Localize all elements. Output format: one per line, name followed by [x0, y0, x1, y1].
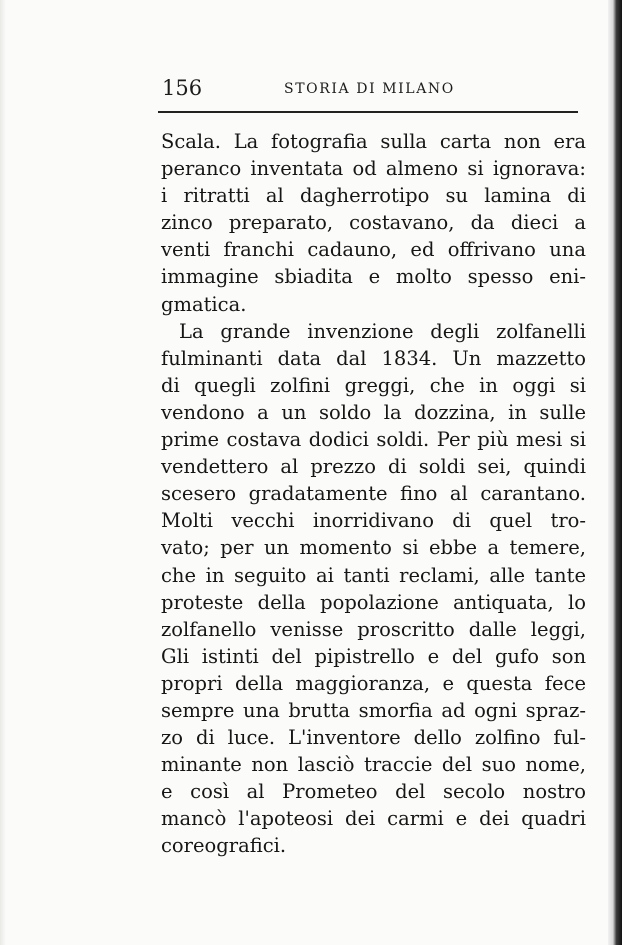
- paragraph-1: [161, 128, 586, 318]
- paragraph-2: [161, 318, 586, 860]
- text-line: zolfanello venisse proscritto dalle leggi,: [161, 617, 586, 641]
- text-line: vendono a un soldo la dozzina, in sulle: [161, 400, 586, 424]
- text-line: peranco inventata od almeno si ignorava:: [161, 157, 586, 181]
- text-line: coreografici.: [161, 834, 287, 858]
- text-line: proteste della popolazione antiquata, lo: [161, 590, 586, 614]
- text-line: e così al Prometeo del secolo nostro: [161, 780, 586, 804]
- text-line: zinco preparato, costavano, da dieci a: [161, 211, 586, 235]
- text-line: vato; per un momento si ebbe a temere,: [161, 536, 586, 560]
- text-line: La grande invenzione degli zolfanelli: [179, 319, 586, 343]
- page-number: 156: [162, 76, 203, 100]
- page-header: [162, 74, 578, 104]
- text-line: Scala. La fotografia sulla carta non era: [161, 130, 586, 153]
- text-line: di quegli zolfini greggi, che in oggi si: [161, 373, 586, 397]
- text-line: prime costava dodici soldi. Per più mesi si: [161, 428, 586, 452]
- text-line: che in seguito ai tanti reclami, alle tante: [161, 563, 586, 587]
- text-line: zo di luce. L'inventore dello zolfino ful-: [161, 726, 586, 750]
- text-line: vendettero al prezzo di soldi sei, quindi: [161, 455, 586, 479]
- running-title: STORIA DI MILANO: [284, 81, 455, 97]
- text-line: mancò l'apoteosi dei carmi e dei quadri: [161, 807, 586, 831]
- text-line: gmatica.: [161, 292, 247, 316]
- page-left-edge: [0, 0, 6, 945]
- text-line: venti franchi cadauno, ed offrivano una: [161, 238, 586, 262]
- text-line: immagine sbiadita e molto spesso eni-: [161, 265, 586, 289]
- text-line: Molti vecchi inorridivano di quel tro-: [161, 509, 586, 533]
- text-line: propri della maggioranza, e questa fece: [161, 671, 586, 695]
- body-text: [161, 128, 586, 860]
- text-line: fulminanti data dal 1834. Un mazzetto: [161, 346, 586, 370]
- header-rule: [158, 111, 578, 113]
- text-line: scesero gradatamente fino al carantano.: [161, 482, 586, 506]
- text-line: Gli istinti del pipistrello e del gufo son: [161, 644, 586, 668]
- text-line: i ritratti al dagherrotipo su lamina di: [161, 184, 586, 208]
- text-line: minante non lasciò traccie del suo nome,: [161, 753, 586, 777]
- page-binding-shadow: [608, 0, 622, 945]
- text-line: sempre una brutta smorfia ad ogni spraz-: [161, 698, 586, 722]
